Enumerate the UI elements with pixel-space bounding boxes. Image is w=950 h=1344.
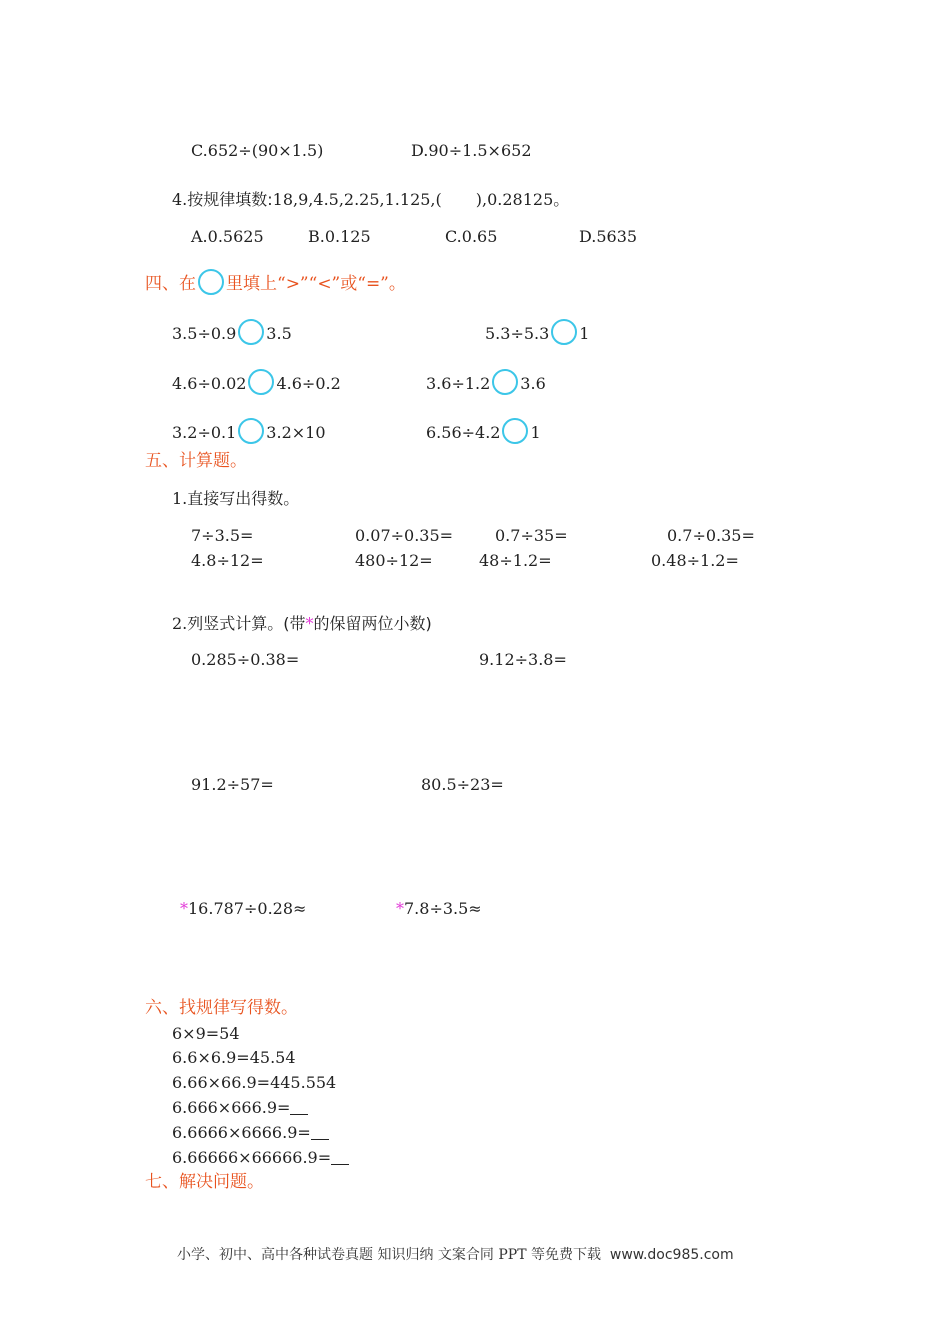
pattern-line (172, 1123, 329, 1143)
circle-icon[interactable] (238, 319, 264, 345)
option-d: D.90÷1.5×652 (411, 141, 532, 160)
section-5-title: 五、计算题。 (145, 451, 247, 471)
compare-left: 5.3÷5.3 (485, 324, 550, 343)
section-6-title: 六、找规律写得数。 (145, 998, 298, 1018)
compare-right: 3.5 (266, 324, 292, 343)
oral-item: 0.07÷0.35= (355, 526, 454, 545)
section-4-title (145, 269, 406, 295)
subsection-number: 2. (172, 614, 188, 633)
compare-left: 3.6÷1.2 (426, 374, 491, 393)
star-icon: * (180, 899, 188, 918)
pattern-line: 6.66×66.9=445.554 (172, 1073, 337, 1092)
circle-icon (198, 269, 224, 295)
vertical-calc-item (180, 899, 306, 919)
circle-icon[interactable] (502, 418, 528, 444)
sequence: 18,9,4.5,2.25,1.125,( (272, 190, 442, 209)
question-4 (172, 190, 569, 210)
section-7-title: 七、解决问题。 (145, 1172, 264, 1192)
oral-item: 48÷1.2= (479, 551, 552, 570)
compare-left: 6.56÷4.2 (426, 423, 501, 442)
option-d: D.5635 (579, 227, 638, 246)
answer-blank[interactable] (290, 1100, 308, 1115)
subsection-label-pre: 列竖式计算。(带 (187, 614, 306, 633)
oral-item: 0.7÷35= (495, 526, 568, 545)
oral-item: 480÷12= (355, 551, 433, 570)
calc-expression: 7.8÷3.5≈ (404, 899, 482, 918)
pattern-line: 6×9=54 (172, 1024, 240, 1043)
option-c: C.652÷(90×1.5) (191, 141, 324, 160)
circle-icon[interactable] (492, 369, 518, 395)
vertical-calc-item: 0.285÷0.38= (191, 650, 300, 669)
circle-icon[interactable] (551, 319, 577, 345)
vertical-calc-item (396, 899, 482, 919)
compare-right: 3.6 (520, 374, 546, 393)
section-title-prefix: 四、在 (145, 274, 196, 294)
compare-left: 3.5÷0.9 (172, 324, 237, 343)
section-title-suffix: 里填上“>”“<”或“=”。 (226, 274, 406, 294)
compare-item (172, 418, 326, 444)
question-prompt: 按规律填数: (187, 190, 273, 209)
vertical-calc-item: 80.5÷23= (421, 775, 504, 794)
subsection-label: 直接写出得数。 (187, 489, 300, 508)
compare-right: 1 (579, 324, 590, 343)
answer-blank[interactable] (311, 1125, 329, 1140)
compare-item (426, 418, 541, 444)
compare-right: 3.2×10 (266, 423, 326, 442)
option-b: B.0.125 (308, 227, 371, 246)
calc-expression: 16.787÷0.28≈ (188, 899, 307, 918)
compare-item (426, 369, 546, 395)
pattern-line (172, 1098, 308, 1118)
footer-text: 小学、初中、高中各种试卷真题 知识归纳 文案合同 PPT 等免费下载 (177, 1247, 601, 1263)
footer-link[interactable]: www.doc985.com (609, 1247, 734, 1263)
question-number: 4. (172, 190, 188, 209)
oral-item: 7÷3.5= (191, 526, 254, 545)
star-icon: * (305, 614, 314, 633)
vertical-calc-item: 9.12÷3.8= (479, 650, 567, 669)
answer-blank[interactable] (331, 1150, 349, 1165)
star-icon: * (396, 899, 404, 918)
subsection-number: 1. (172, 489, 188, 508)
circle-icon[interactable] (238, 418, 264, 444)
compare-item (485, 319, 589, 345)
oral-item: 0.48÷1.2= (651, 551, 739, 570)
compare-right: 4.6÷0.2 (276, 374, 341, 393)
sequence-end: ),0.28125。 (475, 190, 570, 209)
vertical-calc-item: 91.2÷57= (191, 775, 274, 794)
compare-item (172, 319, 292, 345)
pattern-expression: 6.666×666.9= (172, 1098, 291, 1117)
subsection-2-title (172, 614, 432, 634)
oral-item: 0.7÷0.35= (667, 526, 755, 545)
subsection-1-title (172, 489, 299, 509)
pattern-line (172, 1148, 349, 1168)
compare-left: 4.6÷0.02 (172, 374, 247, 393)
pattern-line: 6.6×6.9=45.54 (172, 1048, 296, 1067)
option-c: C.0.65 (445, 227, 498, 246)
option-a: A.0.5625 (191, 227, 264, 246)
footer (177, 1245, 734, 1265)
subsection-label-post: 的保留两位小数) (313, 614, 432, 633)
pattern-expression: 6.6666×6666.9= (172, 1123, 311, 1142)
compare-left: 3.2÷0.1 (172, 423, 237, 442)
circle-icon[interactable] (248, 369, 274, 395)
pattern-expression: 6.66666×66666.9= (172, 1148, 332, 1167)
compare-right: 1 (530, 423, 541, 442)
compare-item (172, 369, 341, 395)
oral-item: 4.8÷12= (191, 551, 264, 570)
